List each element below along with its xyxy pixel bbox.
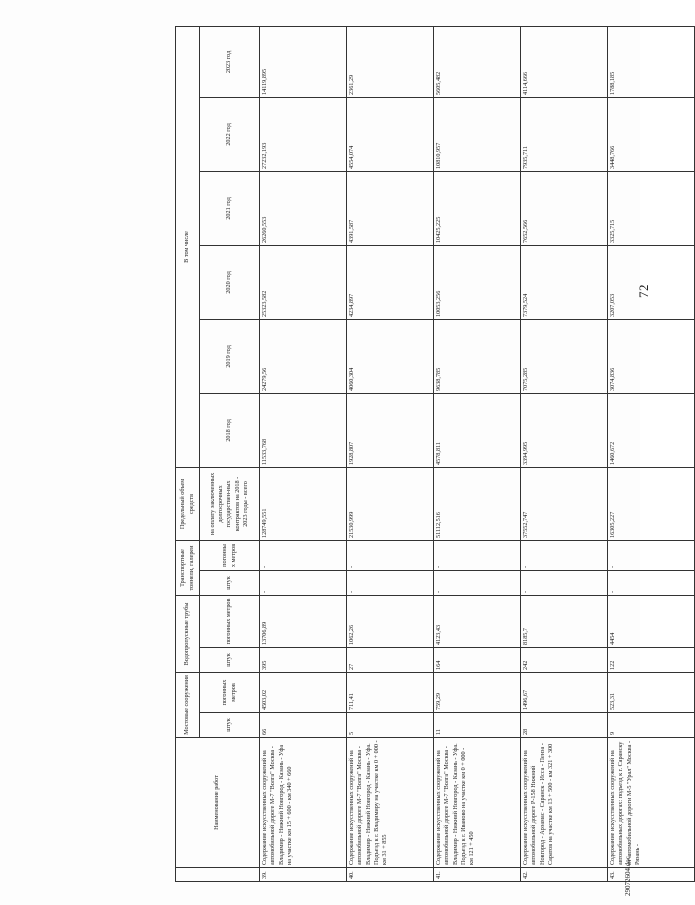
bridges-pieces: 9	[608, 713, 695, 738]
value-2021: 7652,566	[521, 171, 608, 245]
header-tunnels-meters: погонных метров	[200, 540, 260, 570]
bridges-pieces: 28	[521, 713, 608, 738]
row-name: Содержание искусственных сооружений на автомобильной дороге М-7 "Волга" Москва - Владимир - Нижний Новгород - Казань - Уфа. Подъезд к г. Владимиру на участке км 0 + 000 - км 31 + 855	[347, 738, 434, 868]
row-name: Содержание искусственных сооружений на автомобильных дорогах: подъезд к г. Саранску от автомобильной дороги М-5 "Урал" Москва - Рязань -	[608, 738, 695, 868]
pipes-pieces: 122	[608, 647, 695, 672]
value-2020: 25323,582	[260, 245, 347, 319]
tunnels-pieces: -	[260, 570, 347, 595]
row-number: 39.	[260, 868, 347, 882]
header-tunnels-pieces: штук	[200, 570, 260, 595]
header-year-2023: 2023 год	[200, 26, 260, 97]
value-2020: 10053,256	[434, 245, 521, 319]
value-2018: 4578,811	[434, 393, 521, 467]
header-number-cell	[176, 868, 260, 882]
header-name: Наименование работ	[176, 738, 260, 868]
limit-total: 16305,227	[608, 467, 695, 540]
header-pipes-pieces: штук	[200, 647, 260, 672]
limit-total: 51112,516	[434, 467, 521, 540]
pipes-pieces: 242	[521, 647, 608, 672]
value-2023: 4114,666	[521, 26, 608, 97]
header-tunnels: Транспортные тоннели, галереи	[176, 540, 200, 595]
row-number: 42.	[521, 868, 608, 882]
row-number: 43.	[608, 868, 695, 882]
page-number: 72	[636, 284, 651, 298]
value-2023: 14119,895	[260, 26, 347, 97]
value-2021: 4391,587	[347, 171, 434, 245]
row-number: 40.	[347, 868, 434, 882]
limit-total: 128749,551	[260, 467, 347, 540]
value-2018: 1460,672	[608, 393, 695, 467]
table-row	[434, 26, 521, 881]
bridges-meters: 759,29	[434, 672, 521, 712]
table-row	[521, 26, 608, 881]
table-row	[260, 26, 347, 881]
bridges-pieces: 5	[347, 713, 434, 738]
limit-total: 37552,747	[521, 467, 608, 540]
header-bridges-pieces: штук	[200, 713, 260, 738]
header-limit-total: на оплату заключенных долгосрочных государствен-ных контрактов на 2018 - 2023 годы - всего	[200, 467, 260, 540]
value-2020: 7379,524	[521, 245, 608, 319]
tunnels-meters: -	[434, 540, 521, 570]
value-2022: 27232,193	[260, 97, 347, 171]
value-2019: 9638,785	[434, 319, 521, 393]
tunnels-pieces: -	[521, 570, 608, 595]
value-2023: 5605,482	[434, 26, 521, 97]
header-limit: Предельный объем средств	[176, 467, 200, 540]
value-2022: 3448,766	[608, 97, 695, 171]
value-2018: 11533,768	[260, 393, 347, 467]
bridges-meters: 1496,67	[521, 672, 608, 712]
table-row	[347, 26, 434, 881]
value-2021: 10425,225	[434, 171, 521, 245]
limit-total: 21530,999	[347, 467, 434, 540]
value-2019: 3074,836	[608, 319, 695, 393]
value-2018: 1928,807	[347, 393, 434, 467]
value-2023: 2361,29	[347, 26, 434, 97]
header-year-2020: 2020 год	[200, 245, 260, 319]
tunnels-meters: -	[521, 540, 608, 570]
value-2019: 4060,304	[347, 319, 434, 393]
value-2020: 3207,053	[608, 245, 695, 319]
value-2022: 10810,957	[434, 97, 521, 171]
row-name: Содержание искусственных сооружений на автомобильной дороге Р-158 Нижний Новгород - Арзамас - Саранск - Исса - Пенза - Саратов на участке км 13 + 500 - км 321 + 300	[521, 738, 608, 868]
tunnels-meters: -	[608, 540, 695, 570]
header-bridges: Мостовые сооружения	[176, 672, 200, 737]
row-name: Содержание искусственных сооружений на автомобильной дороге М-7 "Волга" Москва - Владимир - Нижний Новгород - Казань - Уфа на участке км 15 + 600 - км 340 + 660	[260, 738, 347, 868]
value-2022: 4554,074	[347, 97, 434, 171]
bridges-pieces: 11	[434, 713, 521, 738]
bridges-meters: 711,41	[347, 672, 434, 712]
tunnels-pieces: -	[434, 570, 521, 595]
value-2018: 3394,995	[521, 393, 608, 467]
header-year-2018: 2018 год	[200, 393, 260, 467]
pipes-meters: 4454	[608, 595, 695, 647]
value-2021: 3325,715	[608, 171, 695, 245]
value-2020: 4234,897	[347, 245, 434, 319]
header-including: В том числе	[176, 26, 200, 467]
tunnels-pieces: -	[347, 570, 434, 595]
row-number: 41.	[434, 868, 521, 882]
bridges-meters: 523,31	[608, 672, 695, 712]
tunnels-meters: -	[260, 540, 347, 570]
value-2022: 7935,711	[521, 97, 608, 171]
value-2019: 7075,285	[521, 319, 608, 393]
header-pipes: Водопропускные трубы	[176, 595, 200, 672]
footer-document-code: 29072604.doc	[624, 856, 632, 896]
pipes-pieces: 164	[434, 647, 521, 672]
pipes-meters: 1062,26	[347, 595, 434, 647]
header-year-2022: 2022 год	[200, 97, 260, 171]
value-2019: 24279,56	[260, 319, 347, 393]
pipes-meters: 4123,43	[434, 595, 521, 647]
row-name: Содержание искусственных сооружений на автомобильной дороге М-7 "Волга" Москва - Владимир - Нижний Новгород - Казань - Уфа. Подъезд к г. Иваново на участке км 0 + 000 - км 121 + 450	[434, 738, 521, 868]
pipes-pieces: 27	[347, 647, 434, 672]
bridges-meters: 4503,02	[260, 672, 347, 712]
pipes-meters: 13706,89	[260, 595, 347, 647]
header-bridges-meters: погонных метров	[200, 672, 260, 712]
tunnels-pieces: -	[608, 570, 695, 595]
table-row	[608, 26, 695, 881]
value-2021: 26260,553	[260, 171, 347, 245]
bridges-pieces: 66	[260, 713, 347, 738]
works-table	[175, 26, 695, 882]
tunnels-meters: -	[347, 540, 434, 570]
header-pipes-meters: погонных метров	[200, 595, 260, 647]
header-year-2021: 2021 год	[200, 171, 260, 245]
header-year-2019: 2019 год	[200, 319, 260, 393]
pipes-meters: 8185,7	[521, 595, 608, 647]
value-2023: 1788,185	[608, 26, 695, 97]
pipes-pieces: 395	[260, 647, 347, 672]
